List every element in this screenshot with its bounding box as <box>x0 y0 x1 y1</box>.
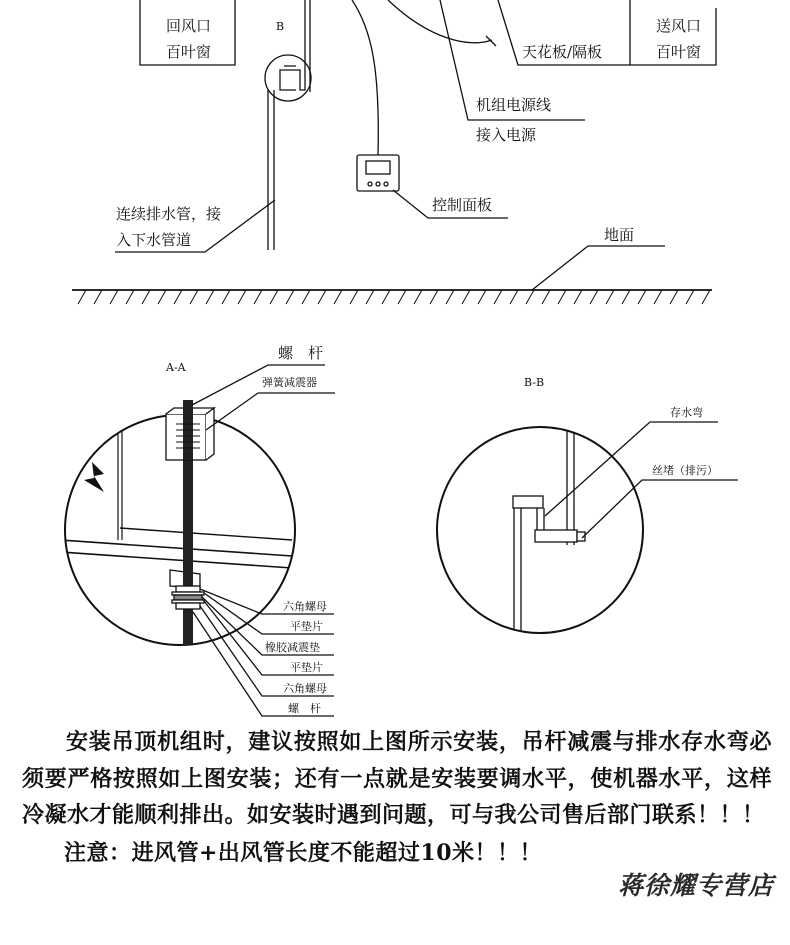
electric-warning-icon <box>84 462 104 492</box>
rod-top-label: 螺 杆 <box>278 344 324 362</box>
hex-nut-lower <box>176 603 200 609</box>
drain-pipe-down <box>268 90 274 250</box>
return-air-label-1: 回风口 <box>166 17 212 35</box>
power-label-1: 机组电源线 <box>476 96 552 114</box>
hex-nut-label-1: 六角螺母 <box>283 600 327 613</box>
rubber-damper-pad <box>174 595 202 600</box>
section-bb-title: B-B <box>524 376 545 389</box>
spring-damper-label: 弹簧减震器 <box>262 376 317 389</box>
power-label-2: 接入电源 <box>476 126 537 144</box>
drain-trap-inner <box>284 0 310 92</box>
drain-trap-top <box>280 0 305 90</box>
section-bb-view <box>437 420 738 640</box>
instruction-paragraph: 安装吊顶机组时，建议按照如上图所示安装，吊杆减震与排水存水弯必须要严格按照如上图安装；还有一点就是安装要调水平，使机器水平，这样冷凝水才能顺利排出。如安装时遇到问题，可与我公司售后部门联系！！！ <box>22 729 772 828</box>
shop-watermark: 蒋徐耀专营店 <box>617 871 774 900</box>
section-b-marker <box>265 55 311 101</box>
rubber-damper-label: 橡胶减震垫 <box>265 641 320 654</box>
installation-notes <box>22 724 772 867</box>
control-panel-screen <box>366 161 390 174</box>
control-panel-label: 控制面板 <box>432 196 493 214</box>
plug-leader <box>582 480 738 538</box>
ceiling-partition-label: 天花板/隔板 <box>522 43 603 61</box>
power-cable-curve <box>388 0 492 43</box>
return-air-label-2: 百叶窗 <box>166 43 212 61</box>
drain-label-1: 连续排水管，接 <box>116 205 222 223</box>
unit-casing <box>60 540 292 568</box>
control-panel-cable <box>352 0 378 155</box>
ground-hatching <box>78 290 710 304</box>
drain-label-2: 入下水管道 <box>116 231 192 249</box>
ground-leader <box>532 246 665 290</box>
hex-nut-label-2: 六角螺母 <box>283 682 327 695</box>
ground-label: 地面 <box>604 226 635 244</box>
plug-label: 丝堵（排污） <box>652 464 718 477</box>
washer-label-1: 平垫片 <box>290 620 323 633</box>
trap-label: 存水弯 <box>670 406 703 419</box>
washer-label-2: 平垫片 <box>290 661 323 674</box>
warning-note: 注意：进风管+出风管长度不能超过10米！！！ <box>64 839 543 866</box>
supply-air-label-2: 百叶窗 <box>656 43 702 61</box>
supply-air-label-1: 送风口 <box>656 17 702 35</box>
rod-bottom-label: 螺 杆 <box>288 702 321 715</box>
section-aa-title: A-A <box>166 361 186 374</box>
trap-elbow-top <box>513 496 543 508</box>
drain-riser-right <box>567 420 574 545</box>
section-b-mark: B <box>276 20 285 33</box>
hex-nut-upper <box>176 586 200 592</box>
drain-riser-left <box>514 505 521 640</box>
trap-elbow-bottom <box>535 530 577 542</box>
